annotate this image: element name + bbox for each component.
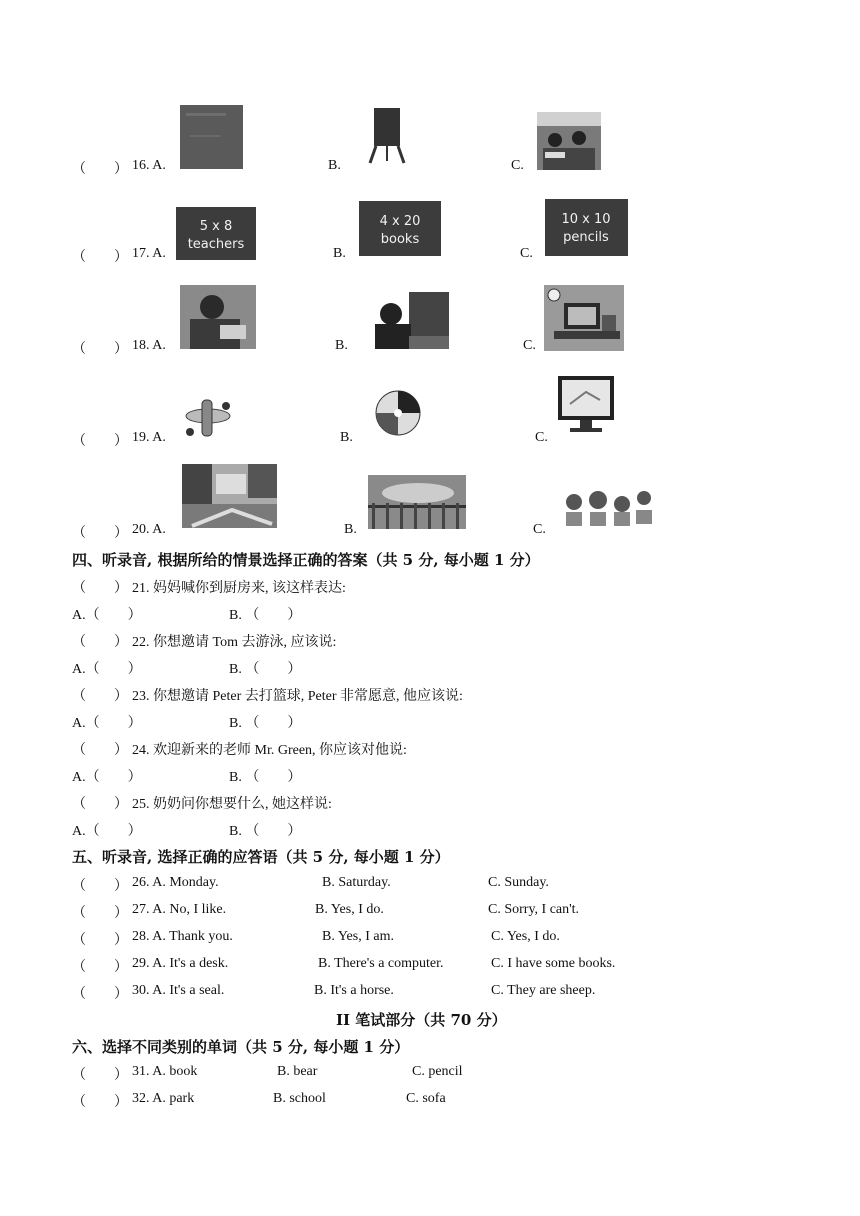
- q19-paren[interactable]: （ ）: [72, 434, 128, 449]
- board-a-icon: [176, 207, 256, 260]
- q25-text: 25. 奶奶问你想要什么, 她这样说:: [132, 797, 332, 812]
- q23-paren[interactable]: （ ）: [72, 689, 128, 704]
- q20-option-c: C.: [533, 522, 546, 537]
- q32-paren[interactable]: （ ）: [72, 1095, 128, 1110]
- easel-board-icon: [366, 106, 408, 164]
- part2-title: II 笔试部分（共 70 分）: [336, 1011, 507, 1029]
- q17-paren[interactable]: （ ）: [72, 250, 128, 265]
- q16-option-c: C.: [511, 158, 524, 173]
- q25-option-a[interactable]: A.（ ）: [72, 824, 142, 839]
- q25-paren[interactable]: （ ）: [72, 797, 128, 812]
- reading-child-icon: [180, 285, 256, 349]
- q31-option-c: C. pencil: [412, 1064, 463, 1079]
- garden-fence-icon: [368, 475, 466, 529]
- monitor-icon: [556, 374, 616, 436]
- board-b-line1: 4 x 20: [379, 214, 421, 229]
- q27-option-c: C. Sorry, I can't.: [488, 902, 580, 917]
- q30-option-c: C. They are sheep.: [491, 983, 596, 998]
- board-b-icon: [359, 201, 441, 256]
- q32-option-c: C. sofa: [406, 1091, 446, 1106]
- q16-label: 16. A.: [132, 158, 166, 173]
- q18-paren[interactable]: （ ）: [72, 342, 128, 357]
- q19-option-b: B.: [340, 430, 353, 445]
- section5-title: 五、听录音, 选择正确的应答语（共 5 分, 每小题 1 分）: [72, 848, 450, 866]
- q21-text: 21. 妈妈喊你到厨房来, 该这样表达:: [132, 581, 346, 596]
- q24-paren[interactable]: （ ）: [72, 743, 128, 758]
- q28-option-a: 28. A. Thank you.: [132, 929, 233, 944]
- q29-option-a: 29. A. It's a desk.: [132, 956, 229, 971]
- q26-option-a: 26. A. Monday.: [132, 875, 219, 890]
- q20-label: 20. A.: [132, 522, 166, 537]
- q17-option-c: C.: [520, 246, 533, 261]
- playground-icon: [182, 464, 277, 528]
- q29-option-b: B. There's a computer.: [318, 956, 444, 971]
- board-c-icon: [545, 199, 628, 256]
- q30-option-a: 30. A. It's a seal.: [132, 983, 225, 998]
- blackboard-icon: [180, 105, 243, 169]
- q28-paren[interactable]: （ ）: [72, 933, 128, 948]
- q18-label: 18. A.: [132, 338, 166, 353]
- q21-paren[interactable]: （ ）: [72, 581, 128, 596]
- section4-title: 四、听录音, 根据所给的情景选择正确的答案（共 5 分, 每小题 1 分）: [72, 551, 540, 569]
- q22-option-a[interactable]: A.（ ）: [72, 662, 142, 677]
- q32-option-a: 32. A. park: [132, 1091, 195, 1106]
- q27-paren[interactable]: （ ）: [72, 906, 128, 921]
- q29-option-c: C. I have some books.: [491, 956, 616, 971]
- q19-label: 19. A.: [132, 430, 166, 445]
- q32-option-b: B. school: [273, 1091, 326, 1106]
- q26-option-c: C. Sunday.: [488, 875, 549, 890]
- person-at-computer-icon: [373, 292, 449, 349]
- q26-option-b: B. Saturday.: [322, 875, 391, 890]
- q27-option-b: B. Yes, I do.: [315, 902, 384, 917]
- q16-option-b: B.: [328, 158, 341, 173]
- q22-paren[interactable]: （ ）: [72, 635, 128, 650]
- board-b-line2: books: [380, 232, 420, 247]
- board-c-line2: pencils: [563, 230, 609, 245]
- q28-option-c: C. Yes, I do.: [491, 929, 560, 944]
- q24-option-a[interactable]: A.（ ）: [72, 770, 142, 785]
- q17-label: 17. A.: [132, 246, 166, 261]
- q18-option-b: B.: [335, 338, 348, 353]
- q21-option-b[interactable]: B. （ ）: [229, 608, 302, 623]
- q18-option-c: C.: [523, 338, 536, 353]
- q25-option-b[interactable]: B. （ ）: [229, 824, 302, 839]
- q23-text: 23. 你想邀请 Peter 去打篮球, Peter 非常愿意, 他应该说:: [132, 689, 463, 704]
- q17-option-b: B.: [333, 246, 346, 261]
- q19-option-c: C.: [535, 430, 548, 445]
- q31-paren[interactable]: （ ）: [72, 1068, 128, 1083]
- q23-option-b[interactable]: B. （ ）: [229, 716, 302, 731]
- board-a-line1: 5 x 8: [199, 219, 233, 234]
- q22-option-b[interactable]: B. （ ）: [229, 662, 302, 677]
- computer-desk-icon: [544, 285, 624, 351]
- q26-paren[interactable]: （ ）: [72, 879, 128, 894]
- q29-paren[interactable]: （ ）: [72, 960, 128, 975]
- q31-option-a: 31. A. book: [132, 1064, 198, 1079]
- board-c-line1: 10 x 10: [561, 212, 611, 227]
- flower-pots-icon: [560, 480, 658, 532]
- q30-option-b: B. It's a horse.: [314, 983, 394, 998]
- q20-option-b: B.: [344, 522, 357, 537]
- q16-paren[interactable]: （ ）: [72, 162, 128, 177]
- students-photo-icon: [537, 112, 601, 170]
- q24-option-b[interactable]: B. （ ）: [229, 770, 302, 785]
- q27-option-a: 27. A. No, I like.: [132, 902, 227, 917]
- beach-ball-icon: [372, 385, 426, 441]
- q28-option-b: B. Yes, I am.: [322, 929, 394, 944]
- q31-option-b: B. bear: [277, 1064, 318, 1079]
- q30-paren[interactable]: （ ）: [72, 987, 128, 1002]
- toy-plane-icon: [178, 394, 238, 442]
- q24-text: 24. 欢迎新来的老师 Mr. Green, 你应该对他说:: [132, 743, 407, 758]
- section6-title: 六、选择不同类别的单词（共 5 分, 每小题 1 分）: [72, 1038, 410, 1056]
- q22-text: 22. 你想邀请 Tom 去游泳, 应该说:: [132, 635, 337, 650]
- q21-option-a[interactable]: A.（ ）: [72, 608, 142, 623]
- board-a-line2: teachers: [187, 237, 245, 252]
- q23-option-a[interactable]: A.（ ）: [72, 716, 142, 731]
- q20-paren[interactable]: （ ）: [72, 526, 128, 541]
